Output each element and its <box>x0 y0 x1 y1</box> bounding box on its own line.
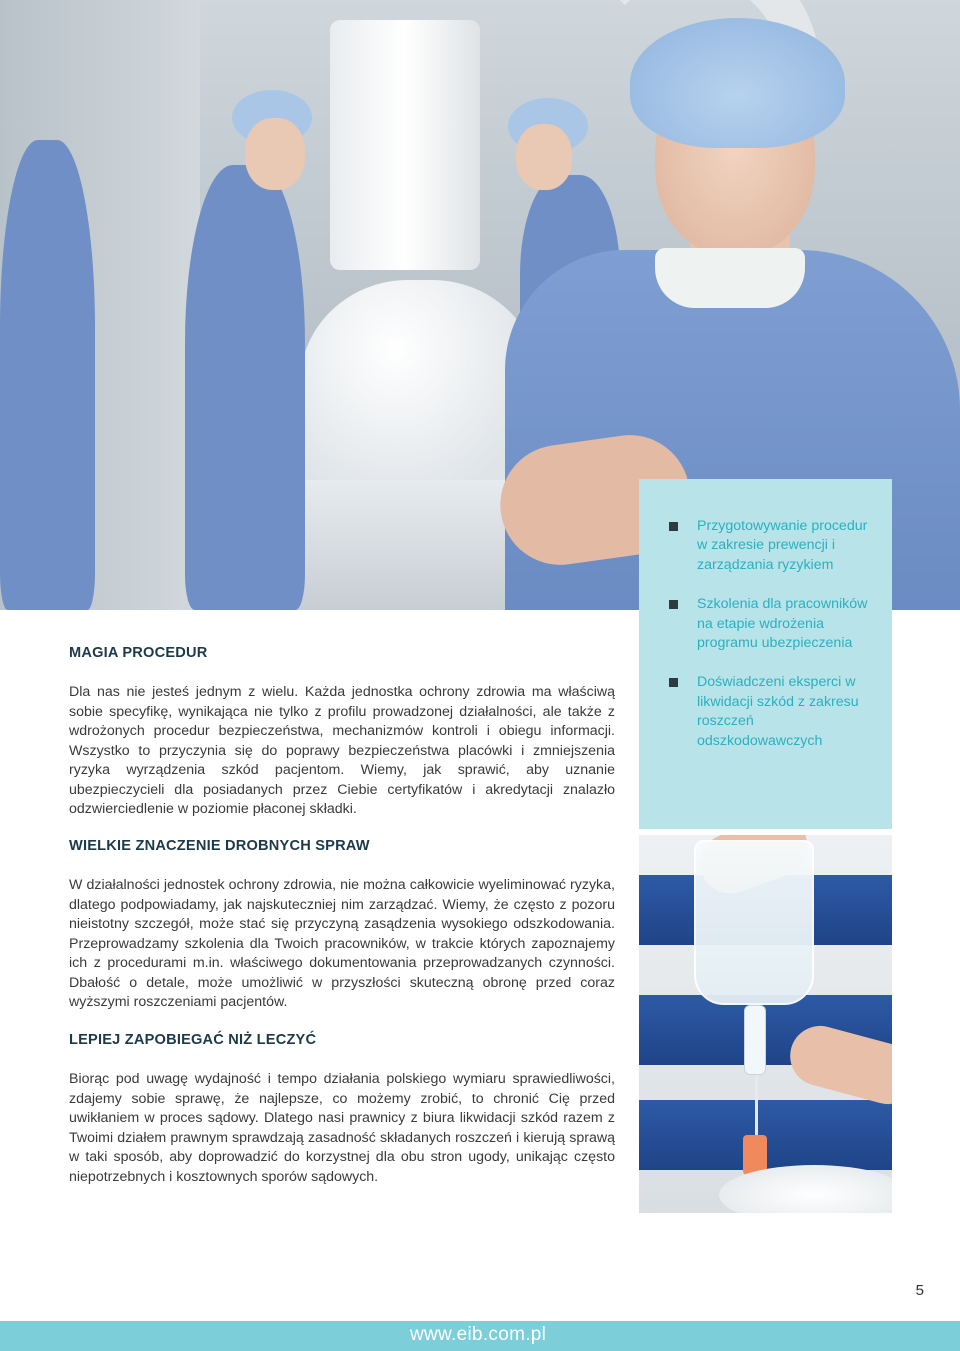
section-text-drobne-sprawy: W działalności jednostek ochrony zdrowia, nie można całkowicie wyeliminować ryzyka, dlatego podpowiadamy, jak najskuteczniej nim zarządzać. Wiemy, że często z pozoru nieistotny szczegół, może stać się przyczyną zasądzenia wysokiego odszkodowania. Przeprowadzamy szkolenia dla Twoich pracowników, w trakcie których zapoznajemy ich z procedurami m.in. właściwego dokumentowania przeprowadzanych czynności. Dbałość o detale, może umożliwić w przyszłości skuteczną obronę przed coraz wyższymi roszczeniami pacjentów. <box>69 877 615 1010</box>
section-text-zapobiegac: Biorąc pod uwagę wydajność i tempo działania polskiego wymiaru sprawiedliwości, zdajemy sobie sprawę, że najlepsze, co możemy zrobić, to chronić Cię przed uwikłaniem w proces sądowy. Dlatego nasi prawnicy z biura likwidacji szkód razem z Twoimi działem prawnym sprawdzają zasadność składanych roszczeń i kierują sprawą w taki sposób, aby doprowadzić do korzystnej dla obu stron ugody, unikając często niepotrzebnych i kosztownych sporów sądowych. <box>69 1071 615 1185</box>
photo-doctor-mask <box>655 248 805 308</box>
services-infobox <box>639 479 892 829</box>
infobox-item <box>669 673 872 751</box>
footer-website-link[interactable]: www.eib.com.pl <box>410 1324 547 1345</box>
photo-patient-drape <box>300 280 540 510</box>
infobox-item <box>669 517 872 575</box>
infobox-item-text: Przygotowywanie procedur w zakresie prewencji i zarządzania ryzykiem <box>697 518 868 573</box>
section-text-magia-procedur: Dla nas nie jesteś jednym z wielu. Każda jednostka ochrony zdrowia ma właściwą sobie specyfikę, wynikająca nie tylko z profilu prowadzonej działalności, ale także z wdrożonych procedur bezpieczeństwa, mechanizmów kontroli i obiegu informacji. Wszystko to przyczynia się do poprawy bezpieczeństwa placówki i zmniejszenia ryzyka wyrządzenia szkód pacjentom. Wiemy, jak sprawić, aby uznanie ubezpieczycieli dla posiadanych przez Ciebie certyfikatów i akredytacji znalazło odzwierciedlenie w poziomie płaconej składki. <box>69 684 615 817</box>
photo-drip-chamber <box>744 1005 766 1075</box>
square-bullet-icon <box>669 600 678 609</box>
photo-surgeon-face <box>245 118 305 190</box>
photo-staff-left <box>0 140 95 610</box>
infobox-item <box>669 595 872 653</box>
section-heading-drobne-sprawy: WIELKIE ZNACZENIE DROBNYCH SPRAW <box>69 838 370 854</box>
photo-medical-equipment <box>330 20 480 270</box>
photo-surgeon <box>185 165 305 610</box>
square-bullet-icon <box>669 522 678 531</box>
infobox-item-text: Szkolenia dla pracowników na etapie wdrożenia programu ubezpieczenia <box>697 596 868 652</box>
photo-nurse-face <box>516 124 572 190</box>
page-number: 5 <box>915 1282 924 1299</box>
photo-doctor-cap <box>630 18 845 148</box>
photo-iv-bag <box>694 840 814 1005</box>
footer-bar <box>0 1321 960 1351</box>
square-bullet-icon <box>669 678 678 687</box>
iv-drip-photo <box>639 835 892 1213</box>
section-heading-magia-procedur: MAGIA PROCEDUR <box>69 645 208 661</box>
section-heading-zapobiegac: LEPIEJ ZAPOBIEGAĆ NIŻ LECZYĆ <box>69 1032 317 1048</box>
infobox-item-text: Doświadczeni eksperci w likwidacji szkód z zakresu roszczeń odszkodowawczych <box>697 674 859 749</box>
